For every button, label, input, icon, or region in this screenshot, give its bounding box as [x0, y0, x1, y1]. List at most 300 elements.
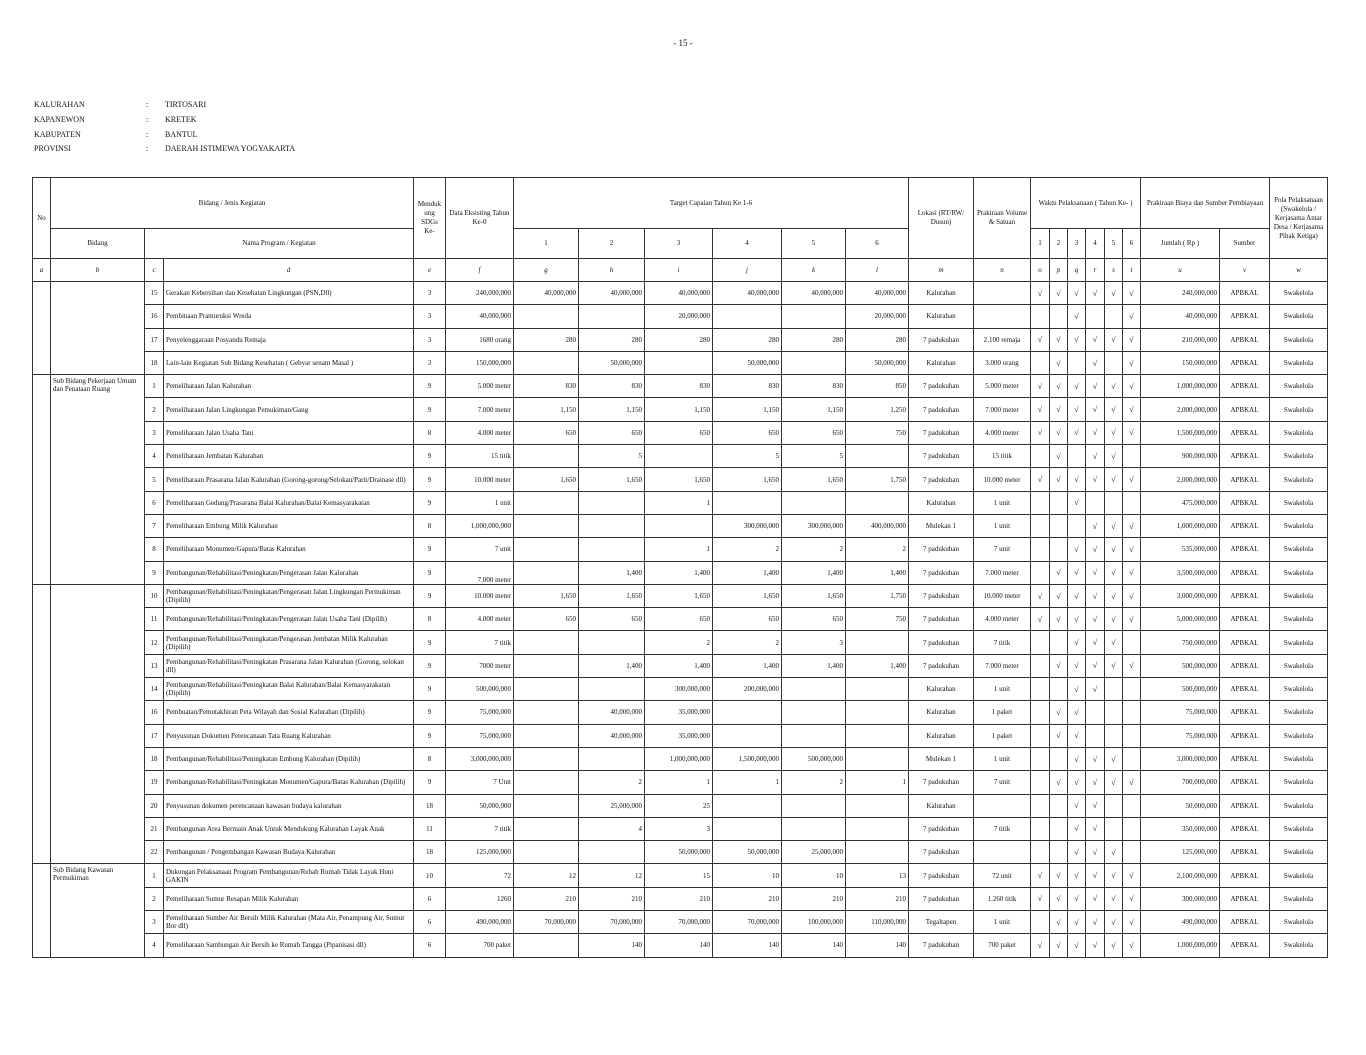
target-value: 40,000,000 — [579, 724, 645, 747]
target-value: 50,000,000 — [713, 841, 782, 864]
pola-cell: Swakelola — [1270, 747, 1328, 770]
program-name: Pembangunan Area Bermain Anak Untuk Mendukung Kalurahan Layak Anak — [164, 817, 414, 840]
program-name: Pemeliharaan Sambungan Air Bersih ke Rumah Tangga (Pipanisasi dll) — [164, 934, 414, 957]
volume-cell: 5.000 meter — [974, 375, 1031, 398]
row-number: 16 — [145, 305, 164, 328]
data-eksisting: 490,000,000 — [446, 911, 514, 934]
volume-cell: 15 titik — [974, 445, 1031, 468]
check-mark: √ — [1086, 911, 1105, 934]
check-mark — [1050, 538, 1068, 561]
sumber-cell: APBKAL — [1220, 584, 1270, 607]
data-eksisting: 72 — [446, 864, 514, 887]
column-letter: b — [51, 259, 145, 282]
sdg-cell: 11 — [414, 817, 446, 840]
target-value — [846, 747, 909, 770]
sdg-cell: 9 — [414, 561, 446, 584]
program-name: Gerakan Kebersihan dan Kesehatan Lingkungan (PSN,Dll) — [164, 282, 414, 305]
check-mark: √ — [1031, 282, 1050, 305]
jumlah-cell: 535,000,000 — [1141, 538, 1220, 561]
col-waktu-year: 6 — [1123, 229, 1141, 259]
row-number: 2 — [145, 887, 164, 910]
check-mark — [1050, 841, 1068, 864]
target-value — [579, 678, 645, 701]
sdg-cell: 6 — [414, 887, 446, 910]
check-mark — [1105, 678, 1123, 701]
sumber-cell: APBKAL — [1220, 328, 1270, 351]
target-value: 1,400 — [846, 561, 909, 584]
target-value — [645, 351, 713, 374]
target-value: 3 — [782, 631, 846, 654]
volume-cell: 7.000 meter — [974, 654, 1031, 677]
data-eksisting: 7 titik — [446, 631, 514, 654]
column-letter: h — [579, 259, 645, 282]
target-value — [782, 724, 846, 747]
check-mark — [1050, 794, 1068, 817]
lokasi-cell: 7 padukuhan — [909, 654, 974, 677]
sub-bidang-cell: Sub Bidang Kawasan Permukiman — [51, 864, 145, 957]
target-value: 210 — [645, 887, 713, 910]
check-mark — [1123, 747, 1141, 770]
header-colon: : — [146, 129, 149, 139]
lokasi-cell: Kalurahan — [909, 491, 974, 514]
volume-cell: 10.000 meter — [974, 468, 1031, 491]
no-cell — [33, 584, 51, 864]
program-name: Pembangunan/Rehabilitasi/Peningkatan/Pengerasan Jalan Kalurahan — [164, 561, 414, 584]
target-value — [782, 305, 846, 328]
data-eksisting: 150,000,000 — [446, 351, 514, 374]
row-number: 18 — [145, 351, 164, 374]
table-row — [33, 282, 1328, 305]
table-row — [33, 468, 1328, 491]
header-row-kalurahan — [34, 98, 295, 113]
check-mark: √ — [1086, 538, 1105, 561]
check-mark: √ — [1123, 934, 1141, 957]
volume-cell: 7 unit — [974, 771, 1031, 794]
pola-cell: Swakelola — [1270, 491, 1328, 514]
check-mark — [1050, 491, 1068, 514]
check-mark — [1105, 817, 1123, 840]
program-name: Pemeliharaan Jalan Usaha Tani — [164, 421, 414, 444]
check-mark — [1031, 631, 1050, 654]
check-mark — [1123, 701, 1141, 724]
sdg-cell: 9 — [414, 491, 446, 514]
target-value: 2 — [846, 538, 909, 561]
col-data-eksisting: Data Eksisting Tahun Ke-0 — [446, 178, 514, 259]
target-value — [846, 817, 909, 840]
check-mark: √ — [1105, 561, 1123, 584]
check-mark — [1031, 561, 1050, 584]
volume-cell: 3.000 orang — [974, 351, 1031, 374]
target-value: 280 — [514, 328, 579, 351]
check-mark — [1068, 351, 1086, 374]
table-row — [33, 678, 1328, 701]
program-name: Penyelenggaraan Posyandu Remaja — [164, 328, 414, 351]
row-number: 21 — [145, 817, 164, 840]
check-mark: √ — [1086, 841, 1105, 864]
check-mark: √ — [1123, 911, 1141, 934]
header-value: BANTUL — [165, 129, 198, 139]
target-value: 13 — [846, 864, 909, 887]
check-mark: √ — [1123, 421, 1141, 444]
target-value: 1,400 — [782, 654, 846, 677]
table-row — [33, 771, 1328, 794]
target-value: 1,400 — [579, 654, 645, 677]
volume-cell: 1 unit — [974, 491, 1031, 514]
program-name: Pembangunan/Rehabilitasi/Peningkatan/Pengerasan Jembatan Milik Kalurahan (Dipilih) — [164, 631, 414, 654]
pola-cell: Swakelola — [1270, 514, 1328, 537]
row-number: 9 — [145, 561, 164, 584]
check-mark — [1050, 514, 1068, 537]
target-value: 140 — [846, 934, 909, 957]
check-mark: √ — [1031, 864, 1050, 887]
target-value: 1,150 — [645, 398, 713, 421]
pola-cell: Swakelola — [1270, 654, 1328, 677]
col-target-year: 3 — [645, 229, 713, 259]
target-value: 1,150 — [782, 398, 846, 421]
col-target-year: 2 — [579, 229, 645, 259]
sumber-cell: APBKAL — [1220, 608, 1270, 631]
sdg-cell: 9 — [414, 724, 446, 747]
check-mark: √ — [1068, 864, 1086, 887]
check-mark: √ — [1123, 305, 1141, 328]
target-value: 2 — [713, 538, 782, 561]
target-value: 280 — [713, 328, 782, 351]
sumber-cell: APBKAL — [1220, 421, 1270, 444]
check-mark: √ — [1086, 561, 1105, 584]
check-mark: √ — [1050, 584, 1068, 607]
check-mark: √ — [1105, 421, 1123, 444]
header-value: KRETEK — [165, 114, 197, 124]
check-mark: √ — [1031, 468, 1050, 491]
row-number: 7 — [145, 514, 164, 537]
sumber-cell: APBKAL — [1220, 747, 1270, 770]
sdg-cell: 9 — [414, 701, 446, 724]
sumber-cell: APBKAL — [1220, 678, 1270, 701]
no-cell — [33, 375, 51, 585]
sumber-cell: APBKAL — [1220, 794, 1270, 817]
sdg-cell: 9 — [414, 771, 446, 794]
target-value: 50,000,000 — [846, 351, 909, 374]
lokasi-cell: Kalurahan — [909, 678, 974, 701]
data-eksisting: 50,000,000 — [446, 794, 514, 817]
target-value: 2 — [579, 771, 645, 794]
table-row — [33, 305, 1328, 328]
target-value: 210 — [514, 887, 579, 910]
target-value — [846, 678, 909, 701]
check-mark: √ — [1123, 608, 1141, 631]
check-mark — [1105, 491, 1123, 514]
pola-cell: Swakelola — [1270, 701, 1328, 724]
check-mark: √ — [1123, 351, 1141, 374]
sdg-cell: 6 — [414, 934, 446, 957]
lokasi-cell: Mulekan 1 — [909, 514, 974, 537]
target-value: 35,000,000 — [645, 701, 713, 724]
jumlah-cell: 240,000,000 — [1141, 282, 1220, 305]
target-value: 300,000,000 — [782, 514, 846, 537]
target-value — [713, 724, 782, 747]
row-number: 1 — [145, 864, 164, 887]
sumber-cell: APBKAL — [1220, 771, 1270, 794]
sumber-cell: APBKAL — [1220, 351, 1270, 374]
check-mark: √ — [1068, 375, 1086, 398]
pola-cell: Swakelola — [1270, 841, 1328, 864]
check-mark: √ — [1086, 887, 1105, 910]
sumber-cell: APBKAL — [1220, 864, 1270, 887]
check-mark — [1105, 701, 1123, 724]
header-key: KABUPATEN — [34, 129, 81, 139]
sdg-cell: 9 — [414, 678, 446, 701]
pola-cell: Swakelola — [1270, 282, 1328, 305]
sdg-cell: 8 — [414, 747, 446, 770]
row-number: 10 — [145, 584, 164, 607]
volume-cell: 1 unit — [974, 747, 1031, 770]
sdg-cell: 3 — [414, 282, 446, 305]
check-mark: √ — [1050, 771, 1068, 794]
lokasi-cell: 7 padukuhan — [909, 398, 974, 421]
data-eksisting: 4.000 meter — [446, 421, 514, 444]
check-mark: √ — [1086, 794, 1105, 817]
check-mark: √ — [1123, 654, 1141, 677]
col-waktu-year: 4 — [1086, 229, 1105, 259]
target-value: 650 — [514, 421, 579, 444]
check-mark — [1031, 747, 1050, 770]
column-letter: v — [1220, 259, 1270, 282]
target-value: 1,650 — [645, 584, 713, 607]
volume-cell: 7.000 meter — [974, 398, 1031, 421]
target-value: 1,650 — [579, 468, 645, 491]
target-value — [579, 514, 645, 537]
target-value: 12 — [579, 864, 645, 887]
check-mark: √ — [1086, 468, 1105, 491]
column-letter: o — [1031, 259, 1050, 282]
target-value: 210 — [713, 887, 782, 910]
target-value: 650 — [645, 421, 713, 444]
target-value: 50,000,000 — [579, 351, 645, 374]
target-value: 650 — [713, 608, 782, 631]
pola-cell: Swakelola — [1270, 771, 1328, 794]
target-value: 40,000,000 — [713, 282, 782, 305]
column-letter: a — [33, 259, 51, 282]
check-mark: √ — [1105, 584, 1123, 607]
col-target-capaian: Target Capaian Tahun Ke 1-6 — [514, 178, 909, 229]
lokasi-cell: 7 padukuhan — [909, 771, 974, 794]
pola-cell: Swakelola — [1270, 538, 1328, 561]
target-value: 650 — [782, 421, 846, 444]
jumlah-cell: 210,000,000 — [1141, 328, 1220, 351]
program-name: Pembangunan/Rehabilitasi/Peningkatan Prasarana Jalan Kalurahan (Gorong, selokan dll) — [164, 654, 414, 677]
target-value — [514, 794, 579, 817]
target-value: 1,650 — [579, 584, 645, 607]
target-value — [514, 514, 579, 537]
target-value — [579, 631, 645, 654]
check-mark — [1031, 445, 1050, 468]
row-number: 3 — [145, 421, 164, 444]
data-eksisting: 700 paket — [446, 934, 514, 957]
target-value — [514, 724, 579, 747]
header-colon: : — [146, 144, 149, 154]
check-mark: √ — [1050, 468, 1068, 491]
target-value: 830 — [645, 375, 713, 398]
jumlah-cell: 5,000,000,000 — [1141, 608, 1220, 631]
pola-cell: Swakelola — [1270, 678, 1328, 701]
check-mark: √ — [1068, 468, 1086, 491]
table-row — [33, 584, 1328, 607]
check-mark: √ — [1050, 421, 1068, 444]
target-value: 4 — [579, 817, 645, 840]
check-mark: √ — [1123, 561, 1141, 584]
lokasi-cell: 7 padukuhan — [909, 608, 974, 631]
pola-cell: Swakelola — [1270, 328, 1328, 351]
sub-bidang-cell — [51, 282, 145, 375]
table-row — [33, 398, 1328, 421]
check-mark: √ — [1105, 468, 1123, 491]
pola-cell: Swakelola — [1270, 887, 1328, 910]
check-mark: √ — [1086, 678, 1105, 701]
lokasi-cell: Tegaltapen — [909, 911, 974, 934]
check-mark — [1123, 445, 1141, 468]
lokasi-cell: Kalurahan — [909, 351, 974, 374]
target-value: 40,000,000 — [645, 282, 713, 305]
check-mark: √ — [1050, 911, 1068, 934]
lokasi-cell: 7 padukuhan — [909, 538, 974, 561]
program-name: Pembuatan/Pemutakhiran Peta Wilayah dan Sosial Kalurahan (Dipilih) — [164, 701, 414, 724]
target-value: 1,650 — [782, 584, 846, 607]
lokasi-cell: 7 padukuhan — [909, 421, 974, 444]
target-value: 70,000,000 — [579, 911, 645, 934]
check-mark — [1123, 841, 1141, 864]
row-number: 20 — [145, 794, 164, 817]
check-mark: √ — [1105, 911, 1123, 934]
volume-cell: 7 titik — [974, 631, 1031, 654]
volume-cell — [974, 841, 1031, 864]
volume-cell: 2.100 remaja — [974, 328, 1031, 351]
col-pola-pelaksanaan: Pola Pelaksanaan (Swakelola / Kerjasama Antar Desa / Kerjasama Pihak Ketiga) — [1270, 178, 1328, 259]
target-value: 1,150 — [713, 398, 782, 421]
check-mark: √ — [1086, 934, 1105, 957]
lokasi-cell: Kalurahan — [909, 724, 974, 747]
target-value — [782, 817, 846, 840]
check-mark: √ — [1031, 608, 1050, 631]
check-mark: √ — [1105, 771, 1123, 794]
target-value — [846, 794, 909, 817]
check-mark: √ — [1105, 934, 1123, 957]
check-mark: √ — [1086, 445, 1105, 468]
volume-cell: 10.000 meter — [974, 584, 1031, 607]
target-value: 830 — [713, 375, 782, 398]
program-name: Pemeliharaan Monumen/Gapura/Batas Kalurahan — [164, 538, 414, 561]
check-mark: √ — [1123, 864, 1141, 887]
check-mark: √ — [1123, 282, 1141, 305]
sumber-cell: APBKAL — [1220, 282, 1270, 305]
table-row — [33, 514, 1328, 537]
target-value — [645, 445, 713, 468]
jumlah-cell: 300,000,000 — [1141, 887, 1220, 910]
lokasi-cell: 7 padukuhan — [909, 887, 974, 910]
target-value: 70,000,000 — [514, 911, 579, 934]
check-mark — [1031, 538, 1050, 561]
column-letter: n — [974, 259, 1031, 282]
sdg-cell: 18 — [414, 841, 446, 864]
lokasi-cell: 7 padukuhan — [909, 934, 974, 957]
target-value: 5 — [782, 445, 846, 468]
row-number: 15 — [145, 282, 164, 305]
check-mark — [1086, 701, 1105, 724]
sumber-cell: APBKAL — [1220, 375, 1270, 398]
jumlah-cell: 1,500,000,000 — [1141, 421, 1220, 444]
column-letter: d — [164, 259, 414, 282]
volume-cell — [974, 305, 1031, 328]
program-name: Pembangunan/Rehabilitasi/Peningkatan Embung Kalurahan (Dipilih) — [164, 747, 414, 770]
lokasi-cell: 7 padukuhan — [909, 468, 974, 491]
check-mark — [1105, 351, 1123, 374]
col-no: No — [33, 178, 51, 259]
target-value: 1,400 — [713, 654, 782, 677]
target-value — [514, 631, 579, 654]
sdg-cell: 3 — [414, 305, 446, 328]
column-letter: e — [414, 259, 446, 282]
target-value: 1,400 — [645, 654, 713, 677]
header-row-kapanewon — [34, 113, 295, 128]
col-target-year: 5 — [782, 229, 846, 259]
target-value: 3 — [645, 817, 713, 840]
column-letter: w — [1270, 259, 1328, 282]
check-mark — [1123, 794, 1141, 817]
lokasi-cell: Kalurahan — [909, 794, 974, 817]
col-lokasi: Lokasi (RT/RW/ Dusun) — [909, 178, 974, 259]
data-eksisting: 5.000 meter — [446, 375, 514, 398]
header-key: KAPANEWON — [34, 114, 85, 124]
jumlah-cell: 1,000,000,000 — [1141, 514, 1220, 537]
check-mark: √ — [1086, 631, 1105, 654]
col-prakiraan-biaya: Prakiraan Biaya dan Sumber Pembiayaan — [1141, 178, 1270, 229]
lokasi-cell: 7 padukuhan — [909, 864, 974, 887]
data-eksisting: 40,000,000 — [446, 305, 514, 328]
rkp-table — [32, 177, 1328, 958]
data-eksisting: 7 unit — [446, 538, 514, 561]
jumlah-cell: 3,000,000,000 — [1141, 584, 1220, 607]
target-value — [514, 305, 579, 328]
check-mark: √ — [1068, 724, 1086, 747]
target-value: 200,000,000 — [713, 678, 782, 701]
check-mark — [1123, 817, 1141, 840]
target-value: 1,650 — [514, 584, 579, 607]
target-value — [846, 491, 909, 514]
target-value — [782, 678, 846, 701]
check-mark: √ — [1105, 841, 1123, 864]
volume-cell: 1 paket — [974, 724, 1031, 747]
lokasi-cell: 7 padukuhan — [909, 817, 974, 840]
target-value — [782, 491, 846, 514]
data-eksisting: 7 titik — [446, 817, 514, 840]
check-mark: √ — [1050, 701, 1068, 724]
target-value: 1,650 — [713, 584, 782, 607]
check-mark: √ — [1086, 608, 1105, 631]
sumber-cell: APBKAL — [1220, 934, 1270, 957]
column-letter: f — [446, 259, 514, 282]
check-mark — [1031, 817, 1050, 840]
program-name: Pembangunan/Rehabilitasi/Peningkatan Monumen/Gapura/Batas Kalurahan (Dipilih) — [164, 771, 414, 794]
column-letter: r — [1086, 259, 1105, 282]
table-row — [33, 328, 1328, 351]
program-name: Dukungan Pelaksanaan Program Pembangunan/Rehab Rumah Tidak Layak Huni GAKIN — [164, 864, 414, 887]
volume-cell: 1 unit — [974, 514, 1031, 537]
col-target-year: 6 — [846, 229, 909, 259]
target-value: 50,000,000 — [645, 841, 713, 864]
row-number: 6 — [145, 491, 164, 514]
check-mark: √ — [1050, 654, 1068, 677]
sub-bidang-cell — [51, 584, 145, 864]
check-mark: √ — [1068, 421, 1086, 444]
